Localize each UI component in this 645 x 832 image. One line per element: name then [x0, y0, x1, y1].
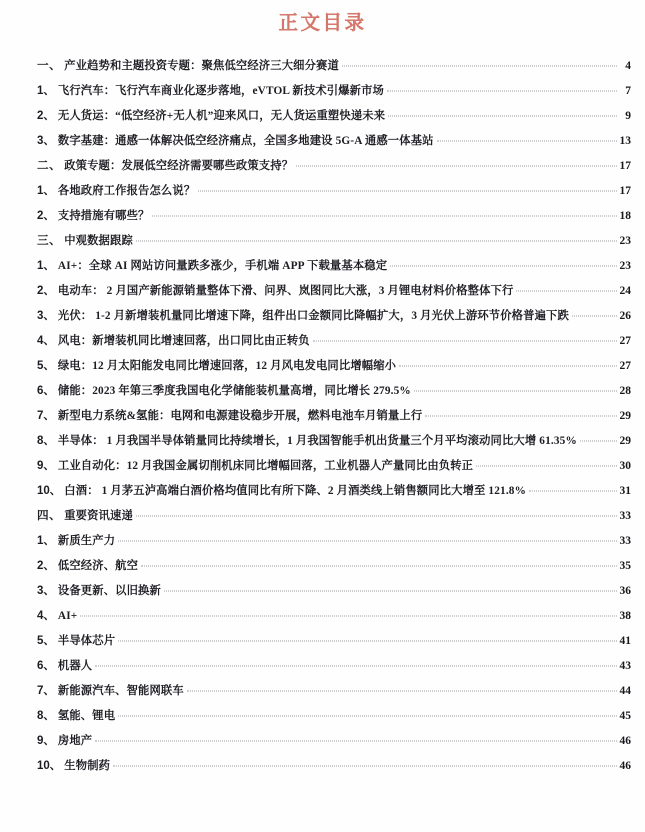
toc-dot-leader: [113, 765, 617, 767]
toc-entry-label: 白酒： 1 月茅五泸高端白酒价格均值同比有所下降、2 月酒类线上销售额同比大增至 121.8%: [64, 485, 527, 498]
toc-entry-number: 3、: [37, 585, 55, 598]
toc-entry[interactable]: [37, 707, 631, 732]
toc-page-number: 29: [619, 410, 631, 423]
toc-entry[interactable]: [37, 657, 631, 682]
toc-dot-leader: [164, 590, 617, 592]
toc-entry-number: 9、: [37, 460, 55, 473]
toc-page-number: 23: [619, 235, 631, 248]
toc-entry[interactable]: [37, 407, 631, 432]
toc-entry-label: 储能：2023 年第三季度我国电化学储能装机量高增，同比增长 279.5%: [57, 385, 411, 398]
toc-dot-leader: [136, 240, 617, 242]
toc-entry-number: 2、: [37, 110, 55, 123]
toc-entry-number: 2、: [37, 560, 55, 573]
toc-dot-leader: [80, 615, 617, 617]
toc-page-number: 4: [625, 60, 631, 73]
toc-entry-label: 工业自动化：12 月我国金属切削机床同比增幅回落，工业机器人产量同比由负转正: [57, 460, 474, 473]
toc-dot-leader: [313, 340, 617, 342]
toc-entry[interactable]: [37, 182, 631, 207]
toc-entry-label: 重要资讯速递: [64, 510, 133, 523]
toc-dot-leader: [388, 115, 617, 117]
toc-entry-number: 8、: [37, 435, 55, 448]
toc-entry[interactable]: [37, 382, 631, 407]
toc-page-number: 45: [619, 710, 631, 723]
toc-dot-leader: [95, 665, 617, 667]
toc-entry-number: 1、: [37, 85, 55, 98]
toc-page-number: 31: [619, 485, 631, 498]
toc-entry-number: 10、: [37, 760, 62, 773]
toc-entry-label: 生物制药: [64, 760, 111, 773]
toc-page-number: 26: [619, 310, 631, 323]
toc-entry[interactable]: [37, 207, 631, 232]
toc-page-number: 9: [625, 110, 631, 123]
toc-entry-label: 半导体： 1 月我国半导体销量同比持续增长，1 月我国智能手机出货量三个月平均滚动同比大增 61.35%: [57, 435, 577, 448]
toc-entry-label: 中观数据跟踪: [64, 235, 133, 248]
toc-dot-leader: [390, 265, 617, 267]
toc-entry-number: 2、: [37, 285, 55, 298]
toc-entry-label: 风电：新增装机同比增速回落，出口同比由正转负: [57, 335, 310, 348]
toc-dot-leader: [580, 440, 617, 442]
toc-entry[interactable]: [37, 257, 631, 282]
toc-entry[interactable]: [37, 157, 631, 182]
toc-page-number: 23: [619, 260, 631, 273]
toc-dot-leader: [187, 690, 617, 692]
toc-page-number: 13: [619, 135, 631, 148]
toc-entry-number: 三、: [37, 234, 62, 248]
toc-dot-leader: [118, 715, 617, 717]
toc-entry[interactable]: [37, 82, 631, 107]
toc-entry-label: 光伏： 1-2 月新增装机量同比增速下降，组件出口金额同比降幅扩大，3 月光伏上游环节价格普遍下跌: [57, 310, 569, 323]
toc-entry[interactable]: [37, 307, 631, 332]
toc-entry-label: 支持措施有哪些？: [57, 210, 150, 223]
toc-page-number: 30: [619, 460, 631, 473]
toc-entry[interactable]: [37, 557, 631, 582]
toc-dot-leader: [387, 90, 617, 92]
toc-dot-leader: [136, 515, 617, 517]
toc-entry-label: 产业趋势和主题投资专题：聚焦低空经济三大细分赛道: [64, 60, 339, 73]
toc-entry[interactable]: [37, 107, 631, 132]
toc-entry-number: 1、: [37, 185, 55, 198]
toc-entry-number: 5、: [37, 635, 55, 648]
toc-entry-number: 6、: [37, 660, 55, 673]
toc-dot-leader: [529, 490, 617, 492]
toc-entry-label: 低空经济、航空: [57, 560, 139, 573]
toc-entry-label: 无人货运：“低空经济+无人机”迎来风口，无人货运重塑快递未来: [57, 110, 386, 123]
toc-page-number: 43: [619, 660, 631, 673]
toc-entry[interactable]: [37, 507, 631, 532]
toc-entry[interactable]: [37, 432, 631, 457]
toc-page-number: 17: [619, 185, 631, 198]
toc-entry[interactable]: [37, 582, 631, 607]
toc-dot-leader: [425, 415, 617, 417]
toc-entry-number: 7、: [37, 410, 55, 423]
toc-entry-label: 新质生产力: [57, 535, 116, 548]
toc-page-number: 27: [619, 360, 631, 373]
toc-dot-leader: [118, 540, 617, 542]
toc-dot-leader: [516, 290, 617, 292]
toc-entry-number: 4、: [37, 610, 55, 623]
toc-entry-label: AI+：全球 AI 网站访问量跌多涨少，手机端 APP 下载量基本稳定: [57, 260, 388, 273]
toc-entry[interactable]: [37, 57, 631, 82]
toc-entry-label: 数字基建：通感一体解决低空经济痛点，全国多地建设 5G-A 通感一体基站: [57, 135, 434, 148]
toc-entry-number: 7、: [37, 685, 55, 698]
toc-entry-number: 10、: [37, 485, 62, 498]
toc-entry[interactable]: [37, 232, 631, 257]
toc-page-number: 46: [619, 735, 631, 748]
toc-entry[interactable]: [37, 282, 631, 307]
toc-entry-label: 各地政府工作报告怎么说？: [57, 185, 196, 198]
toc-entry-number: 3、: [37, 135, 55, 148]
toc-entry-label: 房地产: [57, 735, 93, 748]
toc-dot-leader: [476, 465, 617, 467]
toc-entry[interactable]: [37, 682, 631, 707]
page-title: 正文目录: [278, 13, 367, 34]
toc-page-number: 35: [619, 560, 631, 573]
toc-entry[interactable]: [37, 732, 631, 757]
toc-page-number: 28: [619, 385, 631, 398]
toc-entry-number: 2、: [37, 210, 55, 223]
toc-entry-number: 3、: [37, 310, 55, 323]
toc-page-number: 18: [619, 210, 631, 223]
toc-entry[interactable]: [37, 757, 631, 782]
toc-page-number: 41: [619, 635, 631, 648]
toc-page-number: 24: [619, 285, 631, 298]
toc-entry-label: 电动车： 2 月国产新能源销量整体下滑、问界、岚图同比大涨，3 月锂电材料价格整体下行: [57, 285, 514, 298]
toc-entry-label: 新能源汽车、智能网联车: [57, 685, 184, 698]
toc-entry-label: 氢能、锂电: [57, 710, 116, 723]
toc-entry-label: 飞行汽车：飞行汽车商业化逐步落地，eVTOL 新技术引爆新市场: [57, 85, 385, 98]
toc-dot-leader: [414, 390, 617, 392]
toc-page-number: 33: [619, 510, 631, 523]
toc-page-number: 36: [619, 585, 631, 598]
toc-dot-leader: [572, 315, 617, 317]
toc-entry[interactable]: [37, 532, 631, 557]
toc-entry-label: 政策专题：发展低空经济需要哪些政策支持？: [64, 160, 294, 173]
toc-page-number: 38: [619, 610, 631, 623]
toc-entry-label: 绿电：12 月太阳能发电同比增速回落，12 月风电发电同比增幅缩小: [57, 360, 397, 373]
toc-page-number: 33: [619, 535, 631, 548]
toc-entry-label: AI+: [57, 610, 78, 623]
toc-dot-leader: [399, 365, 617, 367]
toc-entry[interactable]: [37, 632, 631, 657]
toc-entry-label: 新型电力系统&氢能：电网和电源建设稳步开展，燃料电池车月销量上行: [57, 410, 423, 423]
toc-dot-leader: [198, 190, 617, 192]
toc-entry-number: 4、: [37, 335, 55, 348]
toc-dot-leader: [296, 165, 617, 167]
toc-entry-number: 二、: [37, 159, 62, 173]
toc-page-number: 17: [619, 160, 631, 173]
toc-dot-leader: [141, 565, 617, 567]
toc-entry-number: 9、: [37, 735, 55, 748]
toc-entry-label: 机器人: [57, 660, 93, 673]
toc-entry-label: 半导体芯片: [57, 635, 116, 648]
toc-page-number: 7: [625, 85, 631, 98]
toc-entry[interactable]: [37, 332, 631, 357]
toc-page-number: 46: [619, 760, 631, 773]
toc-dot-leader: [342, 65, 617, 67]
toc-entry[interactable]: [37, 132, 631, 157]
table-of-contents: [0, 57, 645, 782]
toc-dot-leader: [95, 740, 617, 742]
toc-entry-number: 5、: [37, 360, 55, 373]
toc-entry[interactable]: [37, 357, 631, 382]
toc-entry[interactable]: [37, 482, 631, 507]
toc-entry-label: 设备更新、以旧换新: [57, 585, 161, 598]
toc-entry-number: 四、: [37, 509, 62, 523]
toc-entry-number: 6、: [37, 385, 55, 398]
toc-dot-leader: [118, 640, 617, 642]
toc-dot-leader: [152, 215, 617, 217]
toc-entry[interactable]: [37, 607, 631, 632]
toc-page-number: 29: [619, 435, 631, 448]
toc-entry-number: 1、: [37, 535, 55, 548]
toc-entry-number: 一、: [37, 59, 62, 73]
toc-entry-number: 1、: [37, 260, 55, 273]
toc-page-number: 27: [619, 335, 631, 348]
toc-dot-leader: [437, 140, 617, 142]
toc-entry-number: 8、: [37, 710, 55, 723]
toc-page-number: 44: [619, 685, 631, 698]
toc-entry[interactable]: [37, 457, 631, 482]
